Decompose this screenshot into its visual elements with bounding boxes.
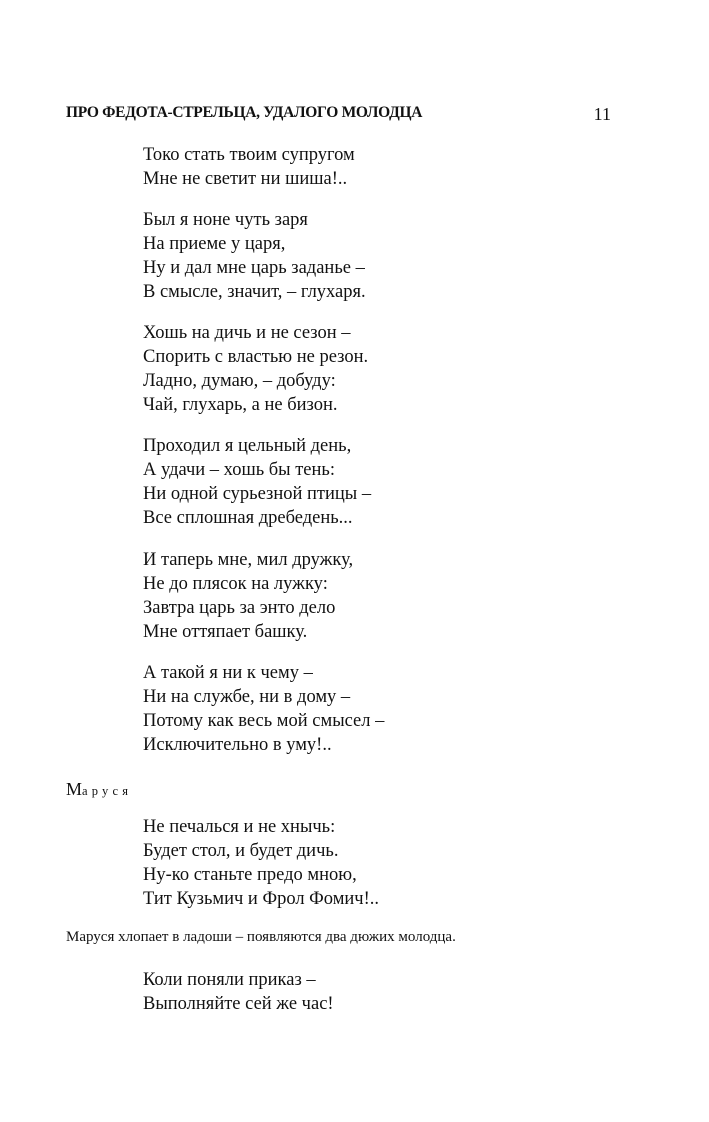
- verse-line: Ну и дал мне царь заданье –: [143, 258, 365, 278]
- verse-line: Потому как весь мой смысел –: [143, 711, 385, 731]
- verse-line: Не до плясок на лужку:: [143, 574, 328, 594]
- verse-line: Был я ноне чуть заря: [143, 210, 308, 230]
- verse-line: Будет стол, и будет дичь.: [143, 841, 339, 861]
- verse-line: Чай, глухарь, а не бизон.: [143, 395, 338, 415]
- verse-line: Ладно, думаю, – добуду:: [143, 371, 336, 391]
- verse-line: Ну-ко станьте предо мною,: [143, 865, 357, 885]
- stanza-3: [143, 321, 368, 417]
- stanza-6: [143, 661, 384, 757]
- verse-line: Все сплошная дребедень...: [143, 508, 353, 528]
- verse-line: В смысле, значит, – глухаря.: [143, 282, 366, 302]
- verse-line: Не печалься и не хнычь:: [143, 817, 336, 837]
- speaker-rest: аруся: [82, 784, 133, 798]
- verse-line: Токо стать твоим супругом: [143, 145, 355, 165]
- running-title: ПРО ФЕДОТА-СТРЕЛЬЦА, УДАЛОГО МОЛОДЦА: [66, 104, 423, 121]
- speaker-initial: М: [66, 779, 83, 799]
- stanza-1: [143, 143, 355, 191]
- verse-line: Ни на службе, ни в дому –: [143, 687, 351, 707]
- stanza-2: [143, 208, 366, 304]
- stage-direction: Маруся хлопает в ладоши – появляются два дюжих молодца.: [66, 929, 456, 945]
- stanza-final: [143, 968, 334, 1016]
- verse-line: Исключительно в уму!..: [143, 735, 332, 755]
- verse-line: Хошь на дичь и не сезон –: [143, 323, 351, 343]
- verse-line: На приеме у царя,: [143, 234, 286, 254]
- verse-line: А удачи – хошь бы тень:: [143, 460, 336, 480]
- verse-line: Проходил я цельный день,: [143, 436, 352, 456]
- verse-line: Ни одной сурьезной птицы –: [143, 484, 372, 504]
- verse-line: Тит Кузьмич и Фрол Фомич!..: [143, 889, 380, 909]
- stanza-4: [143, 434, 371, 530]
- verse-line: Мне оттяпает башку.: [143, 622, 308, 642]
- verse-line: Завтра царь за энто дело: [143, 598, 336, 618]
- page-number: 11: [593, 104, 611, 124]
- verse-line: Спорить с властью не резон.: [143, 347, 369, 367]
- verse-line: Коли поняли приказ –: [143, 970, 316, 990]
- verse-line: Мне не светит ни шиша!..: [143, 169, 348, 189]
- verse-line: И таперь мне, мил дружку,: [143, 550, 354, 570]
- stanza-5: [143, 548, 353, 644]
- stanza-marusya: [143, 815, 379, 911]
- running-header: [66, 104, 611, 128]
- verse-line: Выполняйте сей же час!: [143, 994, 334, 1014]
- speaker-name: [66, 779, 132, 800]
- verse-line: А такой я ни к чему –: [143, 663, 313, 683]
